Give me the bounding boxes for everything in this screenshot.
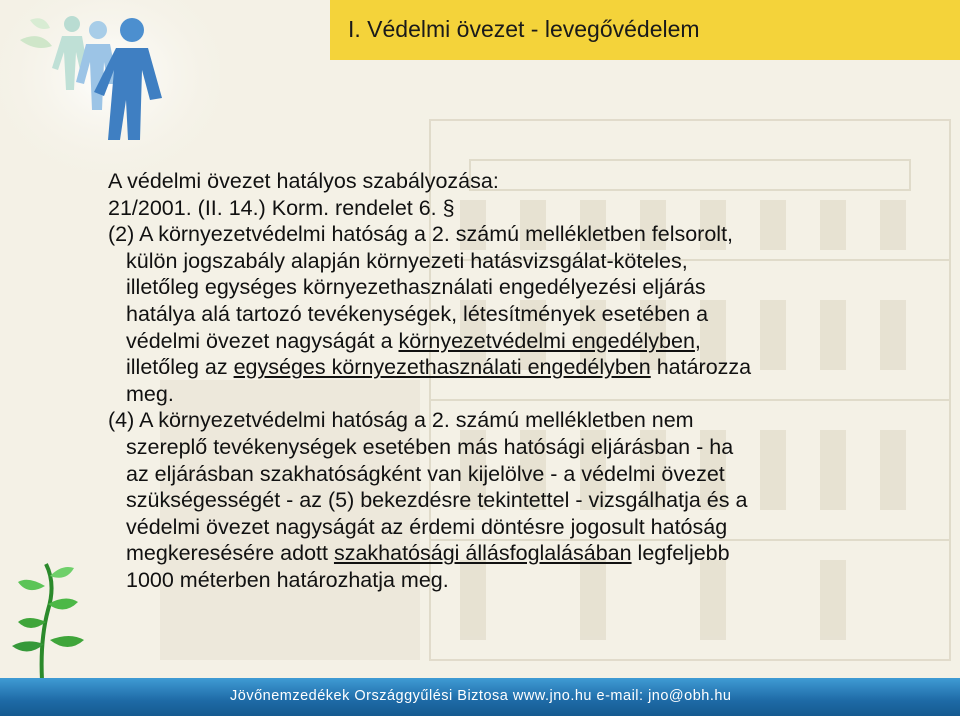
- paragraph-4-line-3: az eljárásban szakhatóságként van kijelölve - a védelmi övezet: [126, 461, 725, 486]
- link-egyseges-engedely[interactable]: egységes környezethasználati engedélyben: [233, 355, 651, 380]
- text-span: határozza: [650, 355, 752, 380]
- paragraph-4-line-5: védelmi övezet nagyságát az érdemi döntésre jogosult hatóság: [126, 514, 728, 539]
- paragraph-2-line-6: [108, 354, 908, 381]
- paragraph-2-line-7: meg.: [126, 381, 174, 406]
- text-span: illetőleg az: [126, 355, 234, 380]
- text-span: ,: [694, 328, 701, 353]
- paragraph-4-line-2: szereplő tevékenységek esetében más hatósági eljárásban - ha: [126, 434, 734, 459]
- people-logo-icon: [0, 0, 220, 190]
- link-szakhatosagi-allasfoglalas[interactable]: szakhatósági állásfoglalásában: [333, 541, 632, 566]
- paragraph-2-line-5: [108, 328, 908, 355]
- link-kornyezetvedelmi-engedely[interactable]: környezetvédelmi engedélyben: [398, 328, 695, 353]
- text-span: legfeljebb: [631, 541, 730, 566]
- paragraph-2-line-2: külön jogszabály alapján környezeti hatásvizsgálat-köteles,: [126, 248, 688, 273]
- paragraph-4-line-1: (4) A környezetvédelmi hatóság a 2. számú mellékletben nem: [108, 408, 694, 433]
- paragraph-2-line-4: hatálya alá tartozó tevékenységek, létesítmények esetében a: [126, 301, 709, 326]
- text-span: védelmi övezet nagyságát a: [126, 328, 399, 353]
- intro-label: A védelmi övezet hatályos szabályozása:: [108, 169, 499, 193]
- paragraph-4-line-4: szükségességét - az (5) bekezdésre tekintettel - vizsgálhatja és a: [126, 488, 748, 513]
- paragraph-2-line-3: illetőleg egységes környezethasználati engedélyezési eljárás: [126, 275, 706, 300]
- paragraph-4-line-7: 1000 méterben határozhatja meg.: [126, 567, 449, 592]
- footer-text: Jövőnemzedékek Országgyűlési Biztosa www.jno.hu e-mail: jno@obh.hu: [230, 688, 732, 704]
- page-title: I. Védelmi övezet - levegővédelem: [348, 16, 700, 42]
- paragraph-4-line-6: [108, 540, 908, 567]
- paragraph-2-line-1: (2) A környezetvédelmi hatóság a 2. számú mellékletben felsorolt,: [108, 222, 734, 247]
- document-body: [108, 168, 908, 594]
- text-span: megkeresésére adott: [126, 541, 334, 566]
- plant-icon: [0, 560, 110, 680]
- decree-reference: 21/2001. (II. 14.) Korm. rendelet 6. §: [108, 195, 455, 220]
